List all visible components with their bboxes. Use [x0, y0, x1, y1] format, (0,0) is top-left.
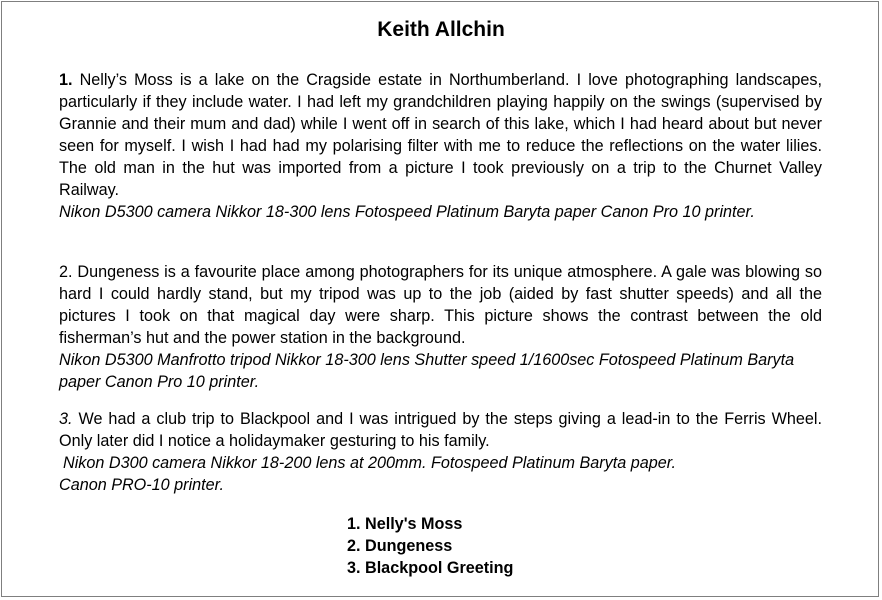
entry-3-equipment-line-2: Canon PRO-10 printer.: [59, 476, 224, 494]
entry-2-number: 2.: [59, 263, 73, 281]
entry-3-number: 3.: [59, 410, 73, 428]
entry-2: [59, 261, 822, 393]
entry-3-description: We had a club trip to Blackpool and I was intrigued by the steps giving a lead-in to the Ferris Wheel. Only later did I notice a holidaymaker gesturing to his family.: [59, 410, 822, 450]
entry-1-number: 1.: [59, 71, 73, 89]
author-heading: Keith Allchin: [377, 18, 505, 41]
entry-2-description: Dungeness is a favourite place among photographers for its unique atmosphere. A gale was blowing so hard I could hardly stand, but my tripod was up to the job (aided by fast shutter speeds) and all the pictures I took on that magical day were sharp. This picture shows the contrast between the old fisherman’s hut and the power station in the background.: [59, 263, 822, 347]
entry-3-equipment-line-1: Nikon D300 camera Nikkor 18-200 lens at 200mm. Fotospeed Platinum Baryta paper.: [63, 454, 677, 472]
entry-1-description-paragraph: [59, 69, 822, 201]
entry-2-description-paragraph: [59, 261, 822, 349]
entry-3: [59, 408, 822, 496]
picture-title-2: 2. Dungeness: [347, 537, 453, 555]
picture-title-1: 1. Nelly's Moss: [347, 515, 463, 533]
entry-3-description-paragraph: [59, 408, 822, 452]
entry-1-equipment: Nikon D5300 camera Nikkor 18-300 lens Fotospeed Platinum Baryta paper Canon Pro 10 printer.: [59, 203, 755, 221]
entry-1-description: Nelly’s Moss is a lake on the Cragside estate in Northumberland. I love photographing landscapes, particularly if they include water. I had left my grandchildren playing happily on the swings (supervised by Grannie and their mum and dad) while I went off in search of this lake, which I had heard about but never seen for myself. I wish I had had my polarising filter with me to reduce the reflections on the water lilies. The old man in the hut was imported from a picture I took previously on a trip to the Churnet Valley Railway.: [59, 71, 822, 199]
picture-titles-list: [347, 513, 513, 579]
picture-title-3: 3. Blackpool Greeting: [347, 559, 514, 577]
entry-1: [59, 69, 822, 223]
entry-2-equipment: Nikon D5300 Manfrotto tripod Nikkor 18-300 lens Shutter speed 1/1600sec Fotospeed Platinum Baryta paper Canon Pro 10 printer.: [59, 351, 795, 391]
